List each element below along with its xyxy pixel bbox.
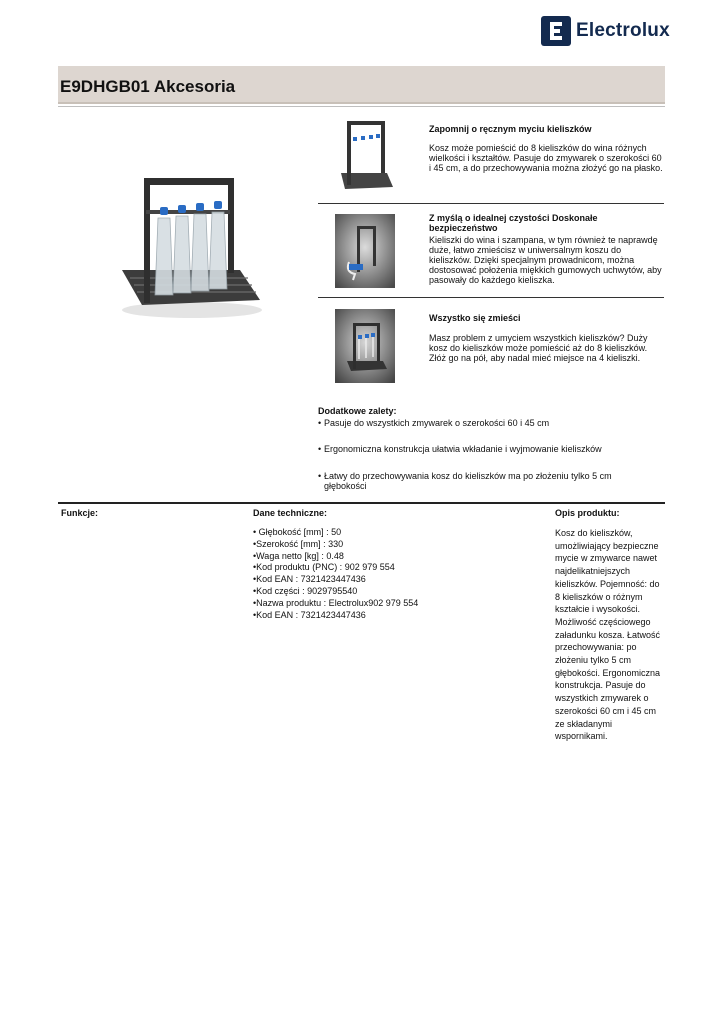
feature-2 (318, 204, 664, 296)
extra-benefits (318, 406, 664, 491)
feature-3-image (335, 309, 395, 383)
feature-1 (318, 115, 664, 203)
functions-heading: Funkcje: (61, 508, 99, 518)
list-item: •Waga netto [kg] : 0.48 (253, 550, 344, 561)
product-image (110, 150, 270, 325)
extra-benefit-text: Łatwy do przechowywania kosz do kieliszków ma po złożeniu tylko 5 cm głębokości (324, 471, 612, 491)
extra-benefits-heading: Dodatkowe zalety: (318, 406, 397, 416)
product-description-heading: Opis produktu: (555, 508, 620, 518)
extra-benefit-text: Pasuje do wszystkich zmywarek o szerokości 60 i 45 cm (324, 418, 550, 428)
bullet-icon: • (318, 444, 322, 454)
extra-benefit-text: Ergonomiczna konstrukcja ułatwia wkładanie i wyjmowanie kieliszków (324, 444, 602, 454)
tech-data-list (253, 527, 533, 621)
list-item: •Kod części : 9029795540 (253, 585, 358, 596)
feature-1-body: Kosz może pomieścić do 8 kieliszków do wina różnych wielkości i kształtów. Pasuje do zmywarek o szerokości 60 i 45 cm, a do przechowywania można złożyć go na płasko. (429, 143, 663, 173)
feature-3-text (429, 313, 664, 363)
page-title: E9DHGB01 Akcesoria (60, 77, 236, 96)
list-item (318, 471, 648, 491)
bullet-icon: • (318, 418, 322, 428)
feature-1-title: Zapomnij o ręcznym myciu kieliszków (429, 124, 592, 134)
list-item: •Szerokość [mm] : 330 (253, 538, 344, 549)
feature-1-image (335, 115, 395, 193)
list-item: •Kod produktu (PNC) : 902 979 554 (253, 562, 395, 573)
list-item: •Kod EAN : 7321423447436 (253, 574, 366, 585)
brand-name: Electrolux (576, 20, 670, 41)
title-bar (58, 66, 665, 104)
list-item: • Głębokość [mm] : 50 (253, 527, 342, 537)
list-item: •Kod EAN : 7321423447436 (253, 609, 366, 620)
divider (58, 502, 665, 504)
product-description: Kosz do kieliszków, umożliwiający bezpieczne mycie w zmywarce nawet najdelikatniejszych kieliszków. Pojemność: do 8 kieliszków o różnym kształcie i wysokości. Możliwość częściowego załadunku kosza. Łatwość przechowywania: po złożeniu tylko 5 cm głębokości. Ergonomiczna konstrukcja. Pasuje do wszystkich zmywarek o szerokości 60 cm i 45 cm ze składanymi wspornikami. (555, 528, 661, 742)
list-item (318, 418, 664, 428)
bullet-icon: • (318, 471, 322, 481)
feature-2-body: Kieliszki do wina i szampana, w tym również te naprawdę duże, łatwo zmieścisz w uniwersalnym koszu do kieliszków. Dzięki specjalnym prowadnicom, można dostosować położenia miękkich gumowych uchwytów, aby pasowały do każdego kieliszka. (429, 235, 662, 285)
feature-2-title: Z myślą o idealnej czystości Doskonałe bezpieczeństwo (429, 213, 598, 233)
tech-data-heading: Dane techniczne: (253, 508, 328, 518)
feature-3 (318, 298, 664, 390)
feature-2-image (335, 214, 395, 288)
feature-3-body: Masz problem z umyciem wszystkich kieliszków? Duży kosz do kieliszków może pomieścić aż do 8 kieliszków. Złóż go na pół, aby nadal mieć miejsce na 4 kieliszki. (429, 333, 648, 363)
electrolux-logo-icon (541, 16, 571, 46)
feature-3-title: Wszystko się zmieści (429, 313, 521, 323)
list-item (318, 444, 664, 454)
list-item: •Nazwa produktu : Electrolux902 979 554 (253, 597, 419, 608)
feature-1-text (429, 124, 664, 173)
brand-logo (541, 15, 670, 47)
feature-2-text (429, 213, 664, 285)
divider (58, 106, 665, 107)
